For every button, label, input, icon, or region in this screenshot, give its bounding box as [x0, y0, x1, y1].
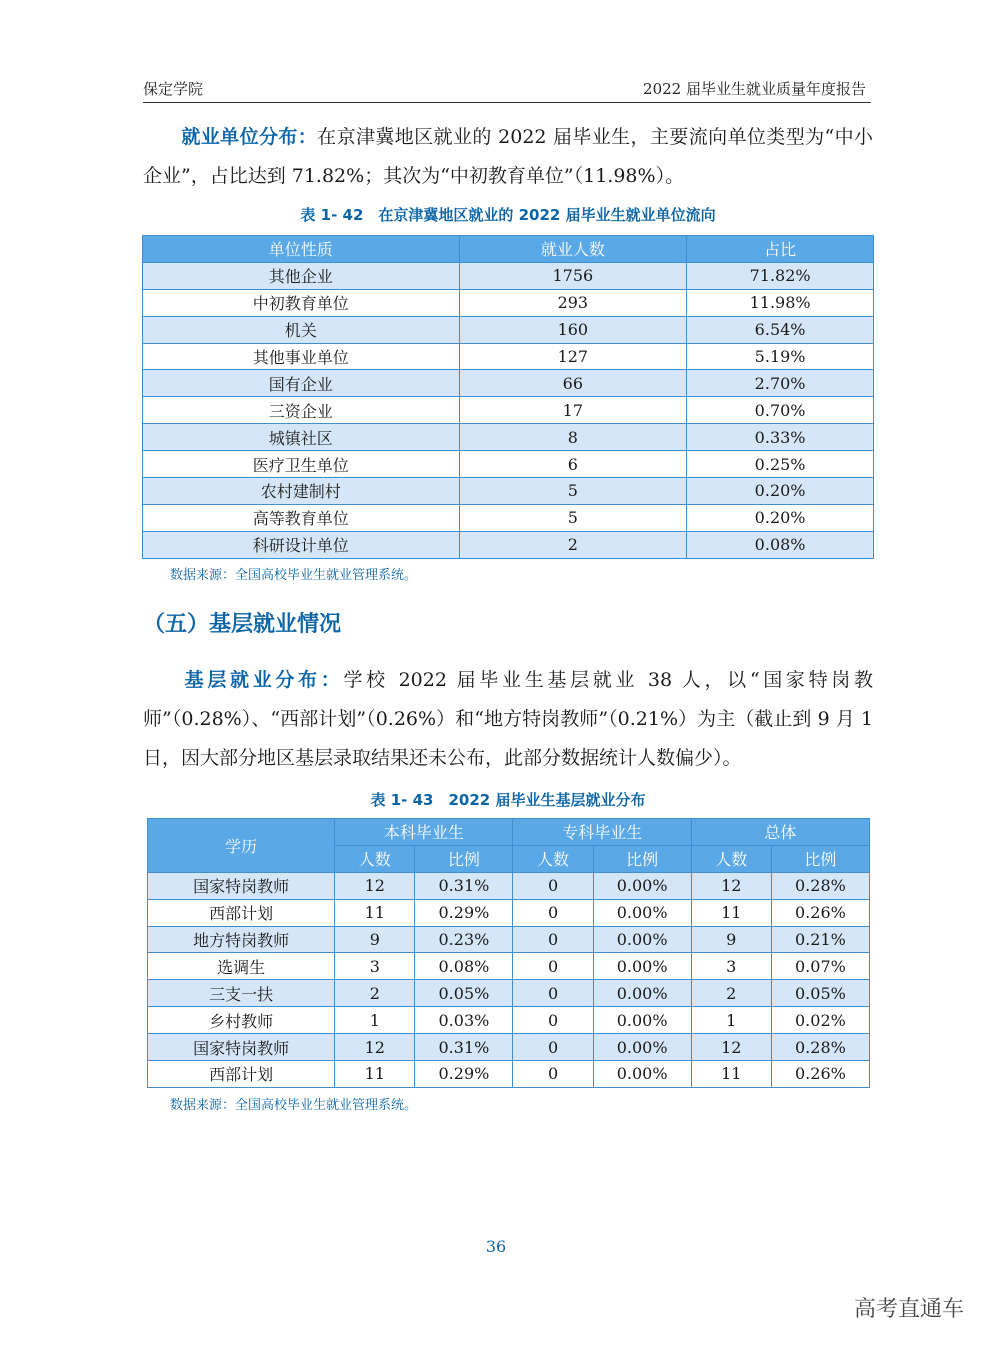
- table-cell: 0.23%: [415, 926, 513, 953]
- table-cell: 12: [335, 872, 415, 899]
- table-cell: 293: [459, 289, 687, 316]
- table-cell: 乡村教师: [148, 1007, 335, 1034]
- table-cell: 0.21%: [771, 926, 869, 953]
- table-row: [143, 451, 874, 478]
- table-row: [143, 531, 874, 558]
- table-row: [143, 397, 874, 424]
- table-cell: 0.25%: [687, 451, 874, 478]
- header-cell: 比例: [593, 845, 691, 872]
- table-row: [143, 262, 874, 289]
- header-cell: 学历: [148, 819, 335, 873]
- table-cell: 0: [513, 953, 593, 980]
- header-cell: 人数: [513, 845, 593, 872]
- table-row: [148, 1034, 870, 1061]
- table-cell: 12: [691, 872, 771, 899]
- table-cell: 0.20%: [687, 504, 874, 531]
- table-cell: 11: [335, 899, 415, 926]
- grassroots-table: [147, 818, 870, 1088]
- table-cell: 机关: [143, 316, 460, 343]
- table-row: [148, 872, 870, 899]
- table2-caption: 表 1- 43 2022 届毕业生基层就业分布: [370, 791, 646, 809]
- table1-source: 数据来源：全国高校毕业生就业管理系统。: [170, 568, 418, 583]
- table-cell: 0.00%: [593, 872, 691, 899]
- table-cell: 2: [335, 980, 415, 1007]
- table-cell: 西部计划: [148, 1061, 335, 1088]
- section-heading: （五）基层就业情况: [143, 612, 342, 637]
- header-group-cell: 专科毕业生: [513, 819, 691, 846]
- table-cell: 0.26%: [771, 899, 869, 926]
- header-cell: 人数: [691, 845, 771, 872]
- table-cell: 0: [513, 899, 593, 926]
- table-cell: 5: [459, 478, 687, 505]
- table-cell: 2: [459, 531, 687, 558]
- table-row: [148, 926, 870, 953]
- table-header-row: [148, 819, 870, 846]
- table-cell: 12: [335, 1034, 415, 1061]
- table-cell: 0.08%: [415, 953, 513, 980]
- table-cell: 0.31%: [415, 872, 513, 899]
- table-cell: 医疗卫生单位: [143, 451, 460, 478]
- table-cell: 0.02%: [771, 1007, 869, 1034]
- table-cell: 0.31%: [415, 1034, 513, 1061]
- paragraph-text: 学校 2022 届毕业生基层就业 38 人，以“国家特岗教师”（0.28%）、“西部计划”（0.26%）和“地方特岗教师”（0.21%）为主（截止到 9 月 1 日，因大部分地区基层录取结果还未公布，此部分数据统计人数偏少）。: [143, 669, 873, 769]
- table-cell: 0.26%: [771, 1061, 869, 1088]
- header-cell: 就业人数: [459, 236, 687, 263]
- table-cell: 0.00%: [593, 1061, 691, 1088]
- table-cell: 高等教育单位: [143, 504, 460, 531]
- table-cell: 11: [335, 1061, 415, 1088]
- table-row: [148, 1061, 870, 1088]
- table-row: [148, 953, 870, 980]
- table-cell: 160: [459, 316, 687, 343]
- table-cell: 12: [691, 1034, 771, 1061]
- table-cell: 5.19%: [687, 343, 874, 370]
- table-cell: 0.33%: [687, 424, 874, 451]
- table-cell: 0.05%: [415, 980, 513, 1007]
- table-cell: 0: [513, 1034, 593, 1061]
- table-row: [143, 504, 874, 531]
- table-cell: 0: [513, 980, 593, 1007]
- table-cell: 国家特岗教师: [148, 872, 335, 899]
- table-cell: 其他企业: [143, 262, 460, 289]
- table-cell: 0.00%: [593, 980, 691, 1007]
- table-cell: 3: [335, 953, 415, 980]
- header-group-cell: 本科毕业生: [335, 819, 513, 846]
- table-cell: 11.98%: [687, 289, 874, 316]
- table-cell: 2.70%: [687, 370, 874, 397]
- table-cell: 9: [691, 926, 771, 953]
- paragraph-text: 在京津冀地区就业的 2022 届毕业生，主要流向单位类型为“中小企业”，占比达到 71.82%；其次为“中初教育单位”（11.98%）。: [143, 126, 873, 187]
- table-cell: 西部计划: [148, 899, 335, 926]
- table-row: [148, 899, 870, 926]
- table-cell: 地方特岗教师: [148, 926, 335, 953]
- table-row: [148, 980, 870, 1007]
- table-cell: 国家特岗教师: [148, 1034, 335, 1061]
- table-cell: 0.00%: [593, 926, 691, 953]
- table-row: [143, 478, 874, 505]
- table-cell: 三资企业: [143, 397, 460, 424]
- table-cell: 0.00%: [593, 1007, 691, 1034]
- watermark: 高考直通车: [853, 1297, 964, 1322]
- header-report-title: 2022 届毕业生就业质量年度报告: [643, 80, 866, 98]
- table-cell: 0.05%: [771, 980, 869, 1007]
- table-cell: 0: [513, 872, 593, 899]
- table-cell: 0.00%: [593, 899, 691, 926]
- table-header-row: [143, 236, 874, 263]
- table-cell: 11: [691, 899, 771, 926]
- paragraph-grassroots-distribution: [143, 661, 873, 778]
- table-cell: 城镇社区: [143, 424, 460, 451]
- table-cell: 0.29%: [415, 899, 513, 926]
- table-cell: 0.03%: [415, 1007, 513, 1034]
- header-cell: 比例: [771, 845, 869, 872]
- table-row: [143, 370, 874, 397]
- header-cell: 人数: [335, 845, 415, 872]
- page-number: 36: [485, 1237, 507, 1256]
- table-cell: 17: [459, 397, 687, 424]
- table-cell: 三支一扶: [148, 980, 335, 1007]
- table-cell: 9: [335, 926, 415, 953]
- table2-source: 数据来源：全国高校毕业生就业管理系统。: [170, 1098, 418, 1113]
- header-group-cell: 总体: [691, 819, 869, 846]
- table-row: [143, 289, 874, 316]
- table-cell: 0.00%: [593, 1034, 691, 1061]
- table-row: [148, 1007, 870, 1034]
- table-row: [143, 343, 874, 370]
- paragraph-employer-distribution: [143, 118, 873, 196]
- table-cell: 0: [513, 1061, 593, 1088]
- table-cell: 0.20%: [687, 478, 874, 505]
- table-cell: 0.29%: [415, 1061, 513, 1088]
- table-cell: 6.54%: [687, 316, 874, 343]
- table-cell: 8: [459, 424, 687, 451]
- table1-caption: 表 1- 42 在京津冀地区就业的 2022 届毕业生就业单位流向: [300, 206, 716, 224]
- table-cell: 0.07%: [771, 953, 869, 980]
- table-cell: 0.28%: [771, 872, 869, 899]
- table-cell: 国有企业: [143, 370, 460, 397]
- table-cell: 1756: [459, 262, 687, 289]
- table-cell: 6: [459, 451, 687, 478]
- table-cell: 127: [459, 343, 687, 370]
- table-cell: 中初教育单位: [143, 289, 460, 316]
- table-cell: 5: [459, 504, 687, 531]
- table-cell: 0: [513, 1007, 593, 1034]
- table-cell: 11: [691, 1061, 771, 1088]
- table-cell: 1: [335, 1007, 415, 1034]
- table-cell: 农村建制村: [143, 478, 460, 505]
- header-cell: 单位性质: [143, 236, 460, 263]
- table-cell: 选调生: [148, 953, 335, 980]
- table-cell: 0: [513, 926, 593, 953]
- table-cell: 0.08%: [687, 531, 874, 558]
- paragraph-lead: 基层就业分布：: [181, 669, 344, 691]
- table-cell: 科研设计单位: [143, 531, 460, 558]
- employer-type-table: [142, 235, 874, 559]
- table-cell: 0.70%: [687, 397, 874, 424]
- table-row: [143, 424, 874, 451]
- table-cell: 66: [459, 370, 687, 397]
- header-divider: [143, 102, 871, 103]
- header-school: 保定学院: [143, 80, 204, 98]
- table-cell: 其他事业单位: [143, 343, 460, 370]
- header-cell: 比例: [415, 845, 513, 872]
- table-cell: 3: [691, 953, 771, 980]
- table-cell: 0.28%: [771, 1034, 869, 1061]
- header-cell: 占比: [687, 236, 874, 263]
- paragraph-lead: 就业单位分布：: [181, 126, 318, 148]
- table-cell: 2: [691, 980, 771, 1007]
- table-cell: 71.82%: [687, 262, 874, 289]
- table-cell: 0.00%: [593, 953, 691, 980]
- table-row: [143, 316, 874, 343]
- table-cell: 1: [691, 1007, 771, 1034]
